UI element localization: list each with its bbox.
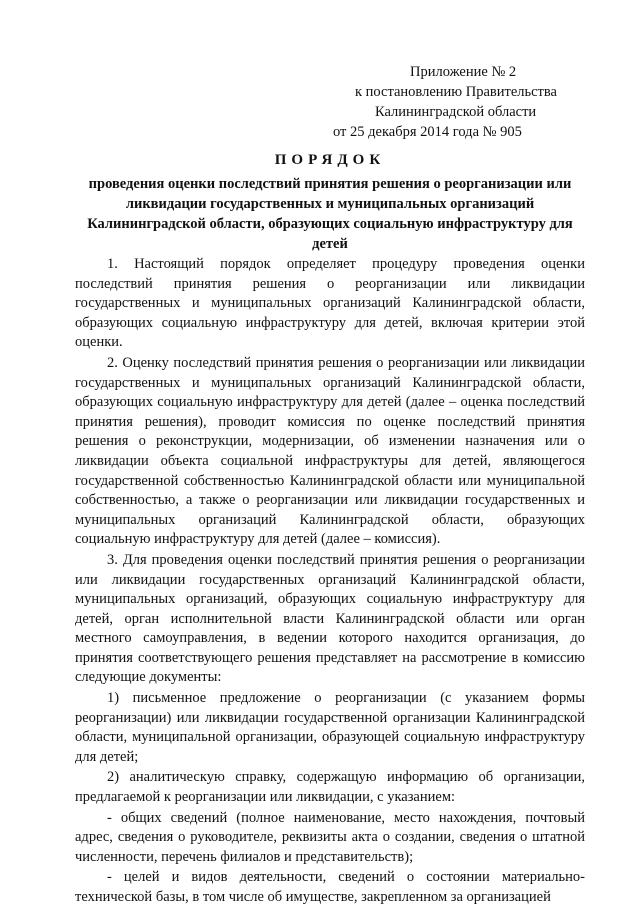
paragraph-3: 3. Для проведения оценки последствий принятия решения о реорганизации или ликвидации государственных организаций Калининградской области, муниципальных организаций, образующих социальную инфраструктуру для детей, орган исполнительной власти Калининградской области или орган местного самоуправления, в ведении которого находится организация, до принятия соответствующего решения представляет на рассмотрение в комиссию следующие документы: xyxy=(75,551,585,686)
appendix-reference: к постановлению Правительства xyxy=(355,84,557,100)
document-body xyxy=(75,255,585,908)
document-subtitle: проведения оценки последствий принятия решения о реорганизации или ликвидации государственных и муниципальных организаций Калининградской области, образующих социальную инфраструктуру для детей xyxy=(87,176,573,252)
document-heading xyxy=(70,150,590,254)
paragraph-3-item-2-activities: - целей и видов деятельности, сведений о состоянии материально-технической базы, в том числе об имуществе, закрепленном за организацией xyxy=(75,869,585,905)
document-title: ПОРЯДОК xyxy=(274,152,386,168)
appendix-header xyxy=(300,62,600,142)
paragraph-3-item-2: 2) аналитическую справку, содержащую информацию об организации, предлагаемой к реорганизации или ликвидации, с указанием: xyxy=(75,769,585,806)
paragraph-1: 1. Настоящий порядок определяет процедуру проведения оценки последствий принятия решения о реорганизации или ликвидации государственных и муниципальных организаций Калининградской области, образующих социальную инфраструктуру для детей, включая критерии этой оценки. xyxy=(75,256,585,351)
appendix-date: от 25 декабря 2014 года № 905 xyxy=(333,124,522,140)
appendix-number: Приложение № 2 xyxy=(410,64,517,80)
paragraph-3-item-2-general: - общих сведений (полное наименование, место нахождения, почтовый адрес, сведения о руководителе, реквизиты акта о создании, сведения о штатной численности, перечень филиалов и представительств); xyxy=(75,809,585,865)
paragraph-2: 2. Оценку последствий принятия решения о реорганизации или ликвидации государственных и муниципальных организаций Калининградской области, образующих социальную инфраструктуру для детей (далее – оценка последствий принятия решения), проводит комиссия по оценке последствий принятия решения о реконструкции, модернизации, об изменении назначения или о ликвидации объекта социальной инфраструктуры для детей, являющегося государственной собственностью Калининградской области или муниципальной собственностью, а также о реорганизации или ликвидации государственных и муниципальных организаций Калининградской области, образующих социальную инфраструктуру для детей (далее – комиссия). xyxy=(75,354,585,548)
appendix-region: Калининградской области xyxy=(375,104,537,120)
paragraph-3-item-1: 1) письменное предложение о реорганизации (с указанием формы реорганизации) или ликвидации государственной организации Калининградской области, муниципальной организации, образующей социальную инфраструктуру для детей; xyxy=(75,690,585,765)
